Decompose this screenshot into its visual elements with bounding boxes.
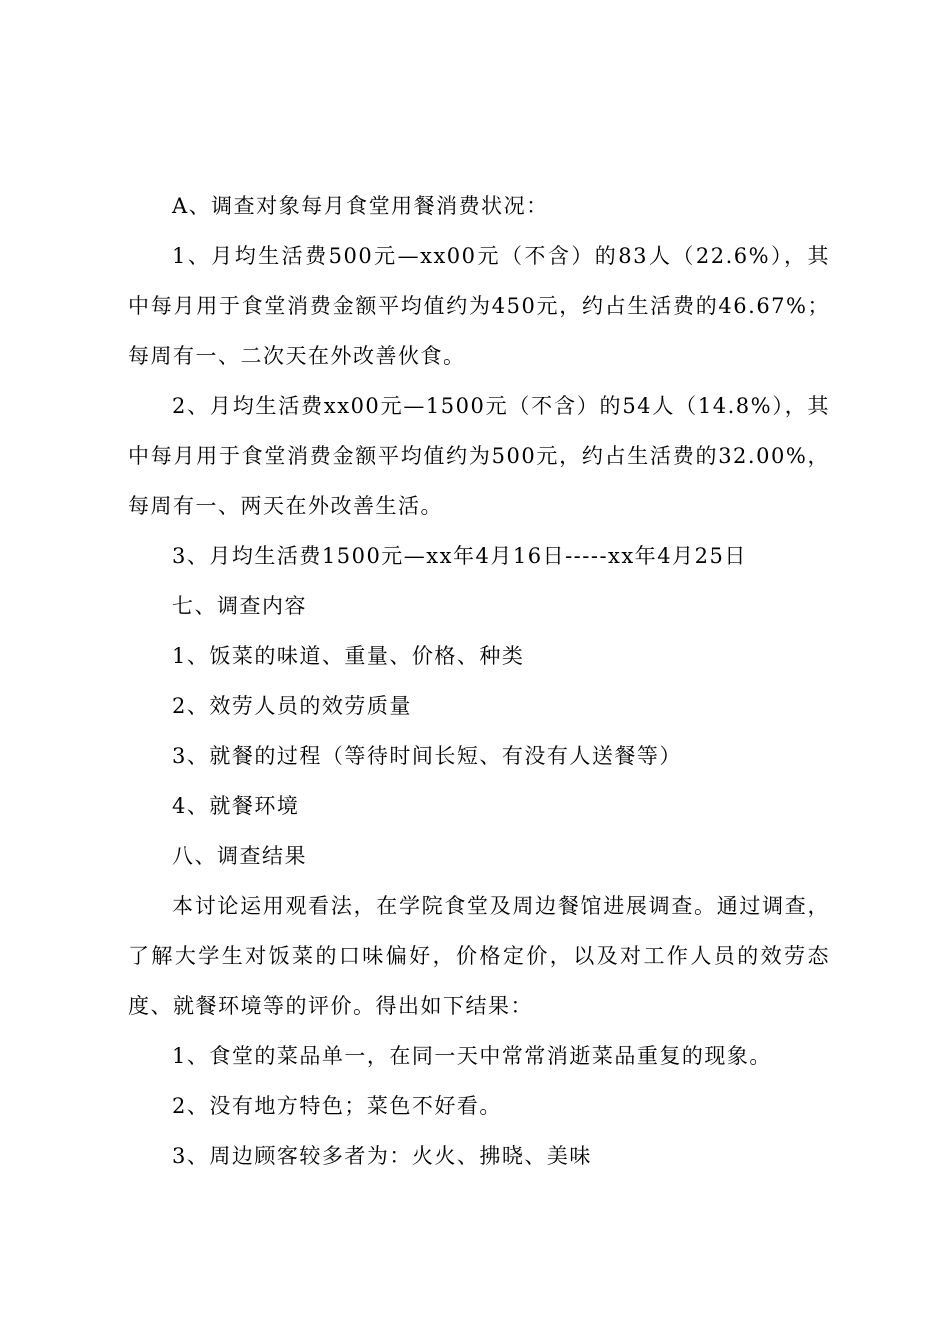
paragraph-content-item-1: 1、饭菜的味道、重量、价格、种类 (172, 644, 525, 668)
paragraph-result-item-3: 3、周边顾客较多者为：火火、拂晓、美味 (172, 1144, 592, 1168)
paragraph-content-item-2: 2、效劳人员的效劳质量 (172, 694, 412, 718)
paragraph-survey-item-2: 2、月均生活费xx00元—1500元（不含）的54人（14.8%），其中每月用于食堂消费金额平均值约为500元，约占生活费的32.00%，每周有一、两天在外改善生活。 (128, 394, 830, 518)
document-body (128, 181, 830, 1181)
paragraph-survey-item-3: 3、月均生活费1500元—xx年4月16日-----xx年4月25日 (172, 544, 747, 568)
paragraph-result-item-1: 1、食堂的菜品单一，在同一天中常常消逝菜品重复的现象。 (172, 1044, 772, 1068)
section-heading-survey-content: 七、调查内容 (172, 594, 307, 618)
paragraph-result-item-2: 2、没有地方特色；菜色不好看。 (172, 1094, 502, 1118)
paragraph-survey-item-1: 1、月均生活费500元—xx00元（不含）的83人（22.6%），其中每月用于食堂消费金额平均值约为450元，约占生活费的46.67%；每周有一、二次天在外改善伙食。 (128, 244, 830, 368)
paragraph-results-intro: 本讨论运用观看法，在学院食堂及周边餐馆进展调查。通过调查，了解大学生对饭菜的口味偏好，价格定价，以及对工作人员的效劳态度、就餐环境等的评价。得出如下结果： (128, 894, 830, 1018)
section-heading-survey-results: 八、调查结果 (172, 844, 307, 868)
paragraph-content-item-3: 3、就餐的过程（等待时间长短、有没有人送餐等） (172, 744, 682, 768)
paragraph-survey-object-header: A、调查对象每月食堂用餐消费状况： (172, 194, 549, 218)
paragraph-content-item-4: 4、就餐环境 (172, 794, 300, 818)
